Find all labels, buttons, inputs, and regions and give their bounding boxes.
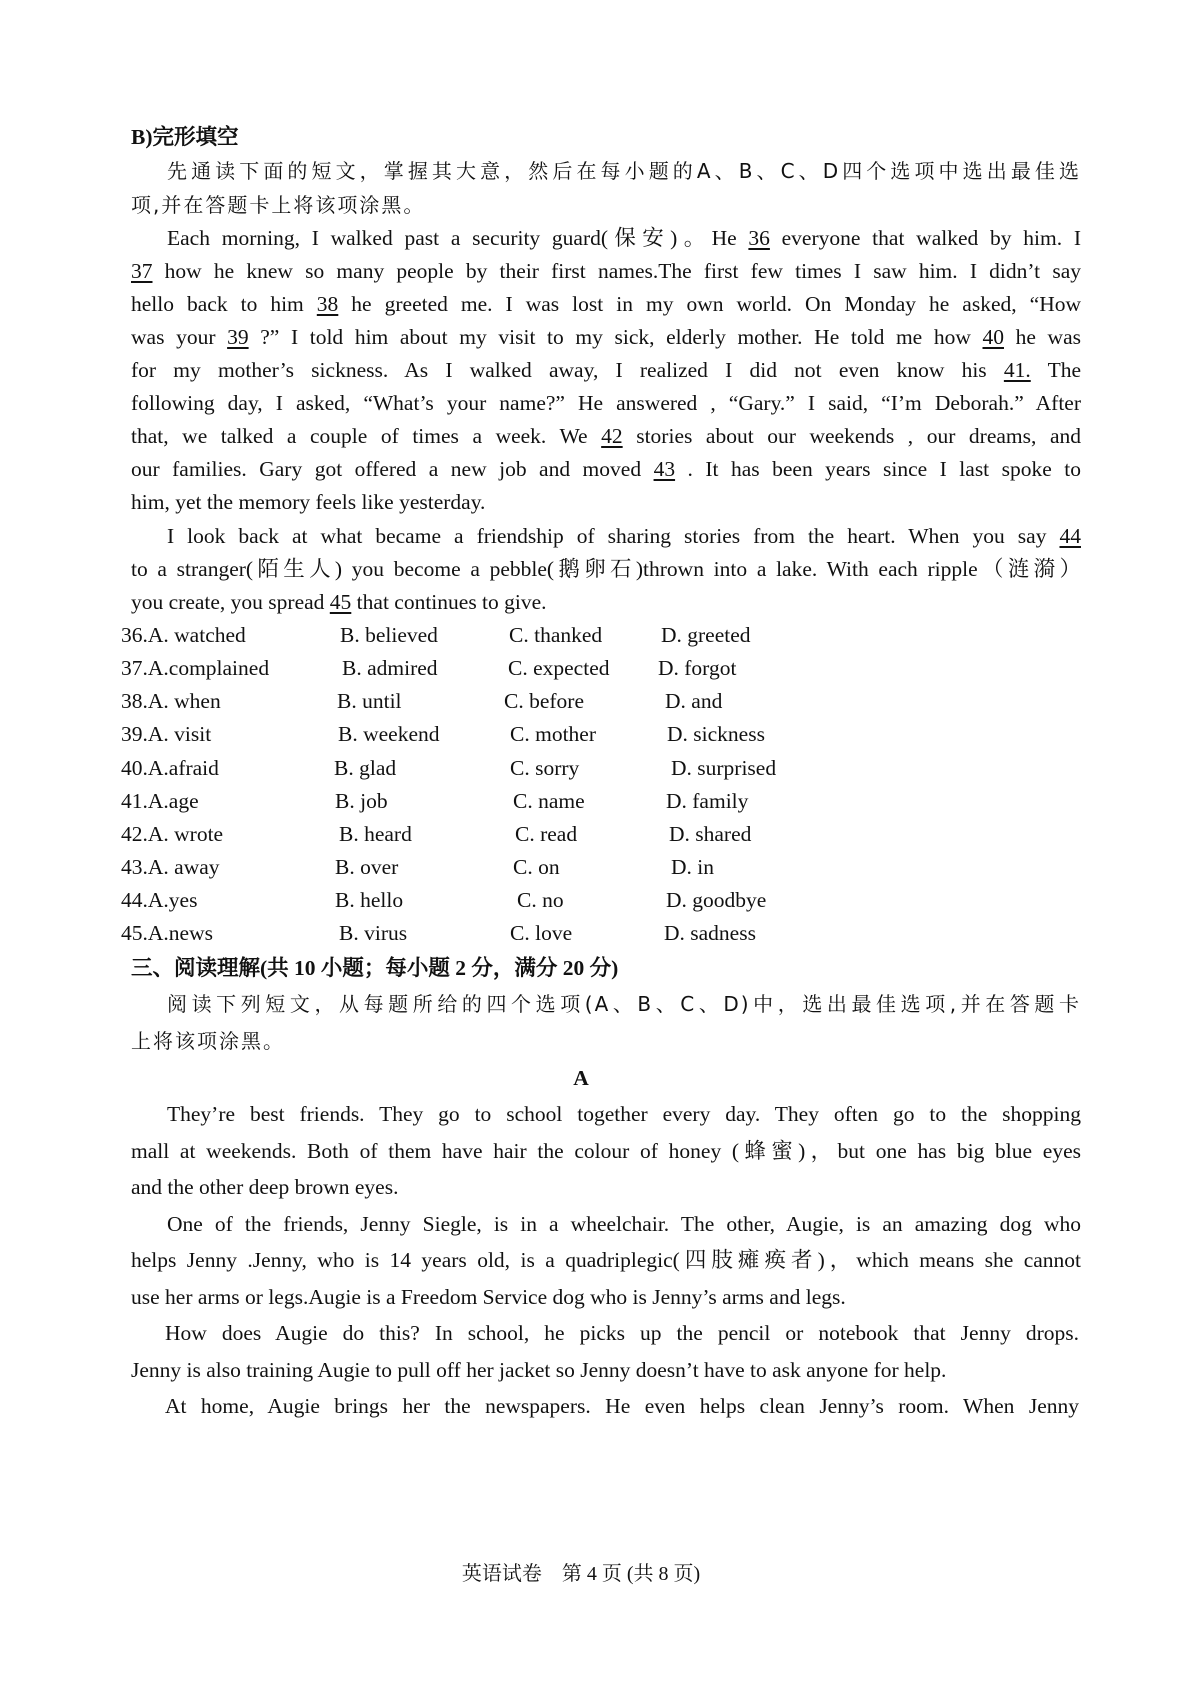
cloze-text: he greeted me. I was lost in my own world. On Monday he asked, “How [338,292,1081,316]
cloze-text: . It has been years since I last spoke to [675,457,1081,481]
option-b: B. admired [342,656,438,680]
option-c: C. no [517,888,564,912]
section-3-title: 三、阅读理解(共 10 小题；每小题 2 分，满分 20 分) [131,956,619,980]
cloze-text: everyone that walked by him. I [769,226,1081,250]
option-a: 40.A.afraid [121,756,219,780]
option-b: B. glad [334,756,397,780]
option-a: 36.A. watched [121,623,246,647]
passage-a-label: A [573,1066,589,1090]
option-c: C. love [510,921,573,945]
option-a: 41.A.age [121,789,199,813]
option-d: D. forgot [658,656,737,680]
passage-line: They’re best friends. They go to school together every day. They often go to the shopping [167,1102,1081,1126]
section-b-instruction-line-1: 先通读下面的短文，掌握其大意，然后在每小题的A、B、C、D四个选项中选出最佳选 [167,159,1081,183]
option-d: D. and [665,689,723,713]
option-a: 45.A.news [121,921,213,945]
cloze-line [131,584,1081,620]
cloze-line [131,418,1081,454]
section-b-instruction-line-2: 项,并在答题卡上将该项涂黑。 [131,193,426,217]
option-c: C. sorry [510,756,580,780]
blank-44: 44 [1059,524,1081,548]
option-b: B. virus [339,921,408,945]
cloze-line: to a stranger(陌生人) you become a pebble(鹅卵石)thrown into a lake. With each ripple（涟漪） [131,557,1081,581]
blank-37: 37 [131,259,153,283]
option-d: D. family [666,789,749,813]
cloze-line [131,253,1081,289]
section-3-instruction-line-1: 阅读下列短文，从每题所给的四个选项(A、B、C、D)中，选出最佳选项,并在答题卡 [167,992,1081,1016]
page-footer: 英语试卷 第 4 页 (共 8 页) [461,1563,701,1585]
option-a: 43.A. away [121,855,220,879]
cloze-text: stories about our weekends , our dreams, and [622,424,1081,448]
blank-38: 38 [316,292,339,316]
option-b: B. believed [340,623,438,647]
cloze-text: The [1030,358,1081,382]
option-d: D. shared [669,822,752,846]
cloze-text: was your [131,325,228,349]
option-d: D. in [671,855,714,879]
cloze-text: that, we talked a couple of times a week. We [131,424,602,448]
blank-36: 36 [748,226,770,250]
option-b: B. hello [335,888,404,912]
cloze-line: him, yet the memory feels like yesterday. [131,490,486,514]
cloze-line [167,518,1081,554]
cloze-line [131,286,1081,322]
section-3-instruction-line-2: 上将该项涂黑。 [131,1029,285,1053]
passage-line: use her arms or legs.Augie is a Freedom Service dog who is Jenny’s arms and legs. [131,1285,846,1309]
cloze-text: he was [1004,325,1081,349]
cloze-text: ?” I told him about my visit to my sick, elderly mother. He told me how [248,325,983,349]
cloze-text: how he knew so many people by their first names.The first few times I saw him. I didn’t say [152,259,1081,283]
cloze-line [167,220,1081,256]
option-d: D. greeted [661,623,751,647]
option-a: 38.A. when [121,689,221,713]
cloze-text: you create, you spread [131,590,330,614]
passage-line: helps Jenny .Jenny, who is 14 years old, is a quadriplegic(四肢瘫痪者)，which means she cannot [131,1248,1081,1272]
option-a: 42.A. wrote [121,822,224,846]
option-c: C. name [513,789,585,813]
option-d: D. sadness [664,921,756,945]
option-b: B. heard [339,822,412,846]
option-b: B. over [335,855,399,879]
blank-42: 42 [601,424,623,448]
cloze-text: I look back at what became a friendship of sharing stories from the heart. When you say [167,524,1060,548]
passage-line: mall at weekends. Both of them have hair the colour of honey (蜂蜜)，but one has big blue eyes [131,1139,1081,1163]
blank-40: 40 [982,325,1004,349]
passage-line: One of the friends, Jenny Siegle, is in a wheelchair. The other, Augie, is an amazing dog who [167,1212,1081,1236]
cloze-line: following day, I asked, “What’s your name?” He answered , “Gary.” I said, “I’m Deborah.” After [131,391,1081,415]
option-c: C. expected [508,656,610,680]
cloze-text: hello back to him [131,292,317,316]
option-d: D. surprised [671,756,777,780]
blank-39: 39 [227,325,249,349]
option-a: 39.A. visit [121,722,212,746]
option-a: 44.A.yes [121,888,198,912]
blank-45: 45 [329,590,352,614]
option-c: C. read [515,822,578,846]
cloze-text: our families. Gary got offered a new job and moved [131,457,654,481]
option-b: B. until [337,689,402,713]
passage-line: How does Augie do this? In school, he picks up the pencil or notebook that Jenny drops. [165,1321,1079,1345]
cloze-text: that continues to give. [351,590,547,614]
option-c: C. before [504,689,584,713]
option-c: C. mother [510,722,596,746]
passage-line: and the other deep brown eyes. [131,1175,399,1199]
option-d: D. goodbye [666,888,767,912]
option-d: D. sickness [667,722,765,746]
cloze-text: Each morning, I walked past a security guard(保安)。He [167,226,749,250]
blank-43: 43 [653,457,676,481]
section-b-title: B)完形填空 [131,125,239,149]
passage-line: At home, Augie brings her the newspapers. He even helps clean Jenny’s room. When Jenny [165,1394,1079,1418]
blank-41: 41. [1003,358,1031,382]
option-b: B. weekend [338,722,440,746]
cloze-line [131,352,1081,388]
cloze-text: for my mother’s sickness. As I walked away, I realized I did not even know his [131,358,1004,382]
option-c: C. on [513,855,560,879]
option-b: B. job [335,789,388,813]
cloze-line [131,319,1081,355]
option-a: 37.A.complained [121,656,270,680]
cloze-line [131,451,1081,487]
option-c: C. thanked [509,623,603,647]
passage-line: Jenny is also training Augie to pull off her jacket so Jenny doesn’t have to ask anyone for help. [131,1358,947,1382]
